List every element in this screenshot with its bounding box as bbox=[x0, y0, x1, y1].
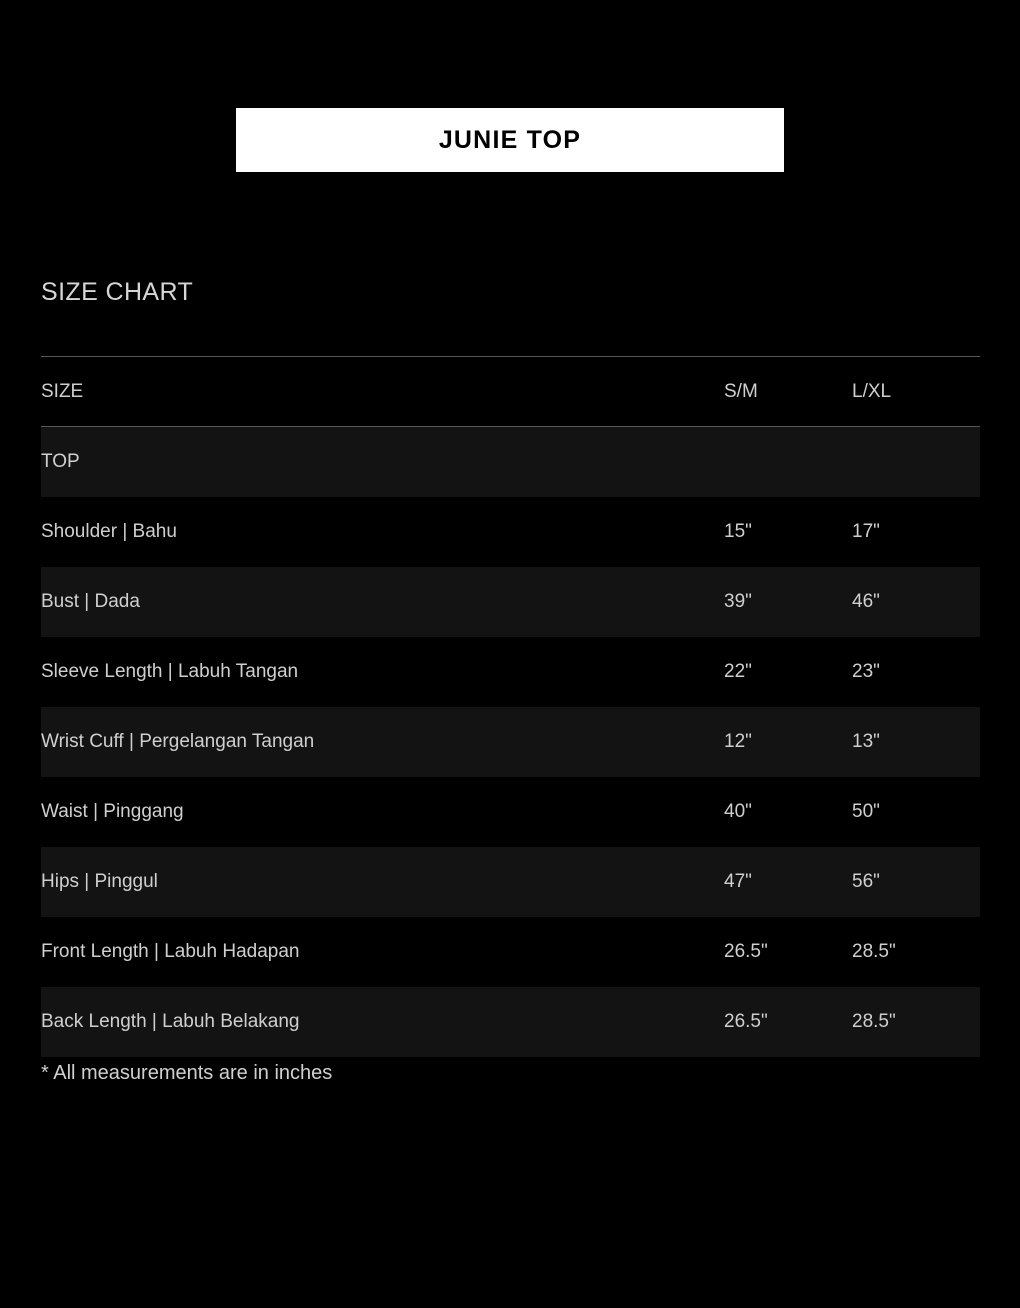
product-title: JUNIE TOP bbox=[438, 125, 582, 154]
table-header-row bbox=[41, 357, 980, 427]
table-row bbox=[41, 917, 980, 987]
table-row bbox=[41, 707, 980, 777]
row-label: Bust | Dada bbox=[41, 567, 724, 637]
row-label: Waist | Pinggang bbox=[41, 777, 724, 847]
row-value-lxl: 56" bbox=[852, 847, 980, 917]
table-group-row bbox=[41, 427, 980, 497]
row-value-sm: 15" bbox=[724, 497, 852, 567]
product-title-banner bbox=[236, 108, 784, 172]
row-value-sm: 47" bbox=[724, 847, 852, 917]
column-header-lxl: L/XL bbox=[852, 357, 980, 427]
table-row bbox=[41, 987, 980, 1057]
table-row bbox=[41, 847, 980, 917]
measurement-footnote: * All measurements are in inches bbox=[41, 1062, 333, 1084]
row-value-sm: 39" bbox=[724, 567, 852, 637]
column-header-size: SIZE bbox=[41, 357, 724, 427]
row-value-sm: 12" bbox=[724, 707, 852, 777]
row-value-lxl: 17" bbox=[852, 497, 980, 567]
row-value-lxl: 28.5" bbox=[852, 917, 980, 987]
row-label: Hips | Pinggul bbox=[41, 847, 724, 917]
row-value-lxl: 23" bbox=[852, 637, 980, 707]
table-row bbox=[41, 567, 980, 637]
group-sm-empty bbox=[724, 427, 852, 497]
row-value-sm: 40" bbox=[724, 777, 852, 847]
group-lxl-empty bbox=[852, 427, 980, 497]
size-chart-table bbox=[41, 356, 980, 1057]
table-row bbox=[41, 777, 980, 847]
row-value-sm: 22" bbox=[724, 637, 852, 707]
row-value-lxl: 50" bbox=[852, 777, 980, 847]
row-value-lxl: 13" bbox=[852, 707, 980, 777]
row-value-lxl: 46" bbox=[852, 567, 980, 637]
row-value-sm: 26.5" bbox=[724, 917, 852, 987]
table-row bbox=[41, 497, 980, 567]
row-label: Wrist Cuff | Pergelangan Tangan bbox=[41, 707, 724, 777]
row-value-lxl: 28.5" bbox=[852, 987, 980, 1057]
table-row bbox=[41, 637, 980, 707]
row-label: Shoulder | Bahu bbox=[41, 497, 724, 567]
row-label: Front Length | Labuh Hadapan bbox=[41, 917, 724, 987]
row-label: Sleeve Length | Labuh Tangan bbox=[41, 637, 724, 707]
row-label: Back Length | Labuh Belakang bbox=[41, 987, 724, 1057]
size-chart-table-wrapper bbox=[41, 356, 980, 1057]
section-heading: SIZE CHART bbox=[41, 278, 194, 306]
group-label: TOP bbox=[41, 427, 724, 497]
column-header-sm: S/M bbox=[724, 357, 852, 427]
row-value-sm: 26.5" bbox=[724, 987, 852, 1057]
